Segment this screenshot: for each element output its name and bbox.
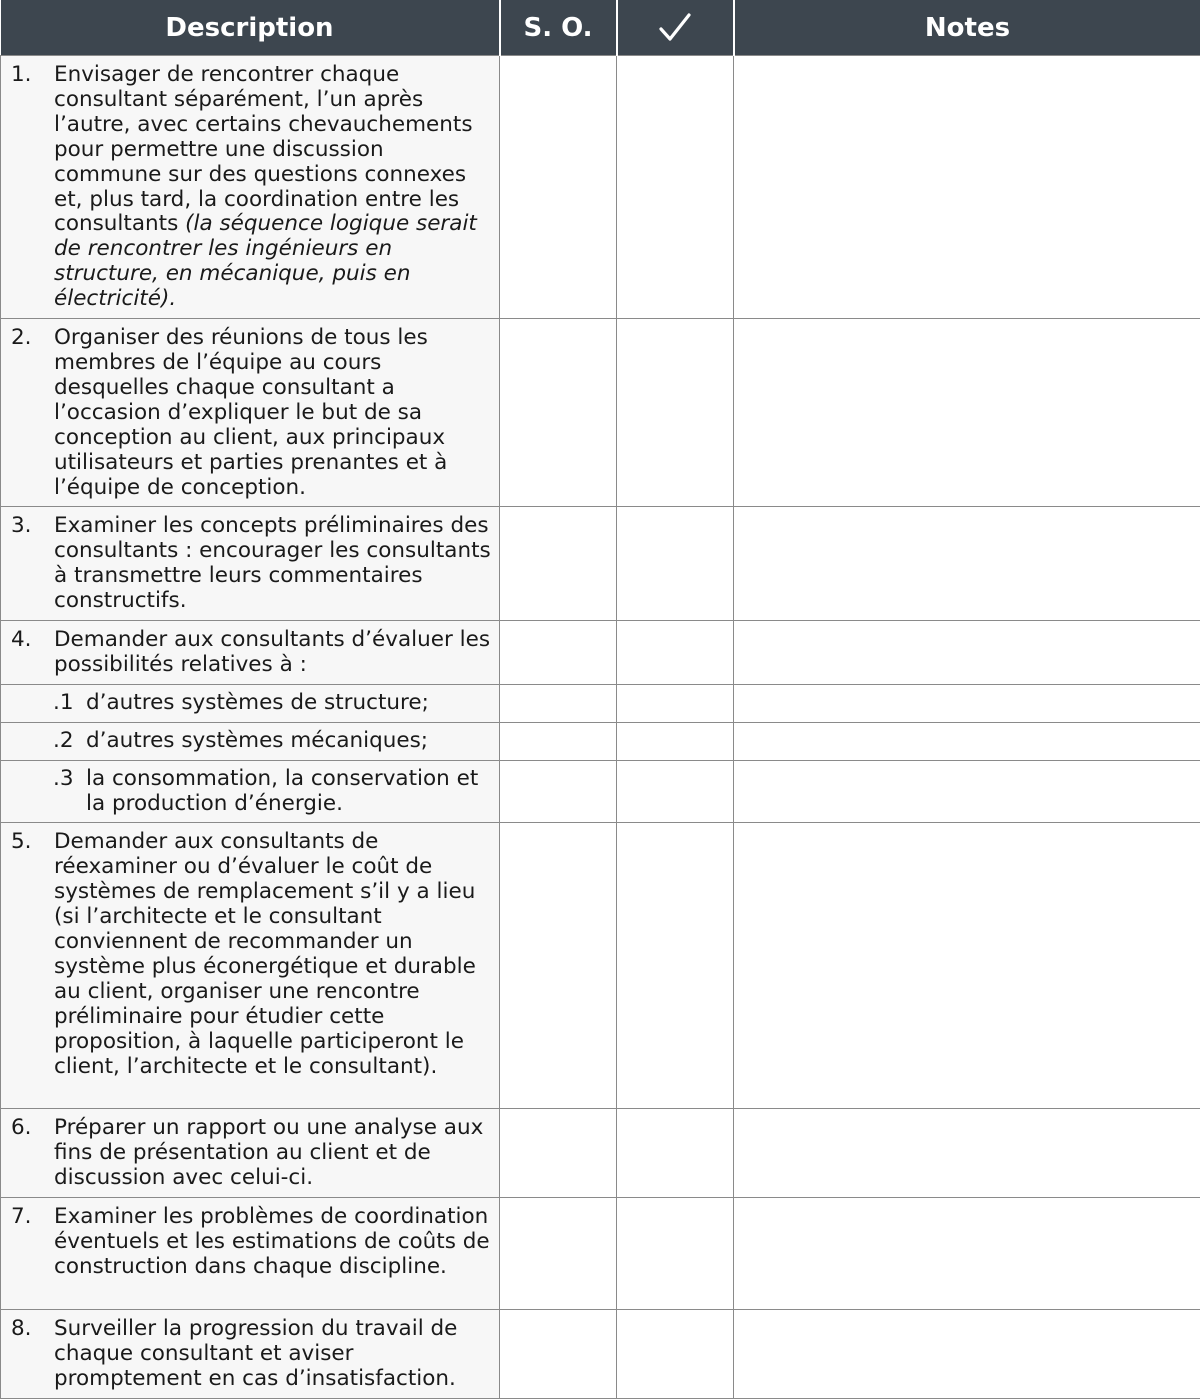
notes-cell[interactable] [734, 760, 1200, 823]
description-cell [1, 621, 500, 685]
check-cell[interactable] [617, 507, 734, 621]
item-number: 5. [11, 830, 54, 1079]
check-cell[interactable] [617, 722, 734, 760]
header-notes: Notes [734, 0, 1200, 56]
check-cell[interactable] [617, 1198, 734, 1310]
item-number: 6. [11, 1116, 54, 1191]
check-cell[interactable] [617, 319, 734, 507]
table-row [1, 823, 1200, 1109]
table-row-sub [1, 722, 1200, 760]
item-text: Demander aux consultants de réexaminer ou d’évaluer le coût de systèmes de remplacement s’il y a lieu (si l’architecte et le consultant conviennent de recommander un système plus éconergétique et durable au client, organiser une rencontre préliminaire pour étudier cette proposition, à laquelle participeront le client, l’architecte et le consultant). [54, 830, 493, 1079]
check-cell[interactable] [617, 684, 734, 722]
item-text: Examiner les problèmes de coordination éventuels et les estimations de coûts de construction dans chaque discipline. [54, 1205, 493, 1280]
table-row [1, 1310, 1200, 1399]
check-cell[interactable] [617, 56, 734, 319]
description-cell [1, 507, 500, 621]
notes-cell[interactable] [734, 722, 1200, 760]
check-cell[interactable] [617, 1109, 734, 1198]
notes-cell[interactable] [734, 319, 1200, 507]
header-so: S. O. [500, 0, 617, 56]
header-check [617, 0, 734, 56]
so-cell[interactable] [500, 760, 617, 823]
table-row-sub [1, 760, 1200, 823]
notes-cell[interactable] [734, 1198, 1200, 1310]
so-cell[interactable] [500, 823, 617, 1109]
sub-item-text: d’autres systèmes mécaniques; [86, 729, 493, 754]
sub-item-text: d’autres systèmes de structure; [86, 691, 493, 716]
item-text: Surveiller la progression du travail de chaque consultant et aviser promptement en cas d’insatisfaction. [54, 1317, 493, 1392]
notes-cell[interactable] [734, 621, 1200, 685]
table-row [1, 56, 1200, 319]
sub-item-number: .1 [53, 691, 86, 716]
notes-cell[interactable] [734, 56, 1200, 319]
item-text: Examiner les concepts préliminaires des consultants : encourager les consultants à transmettre leurs commentaires constructifs. [54, 514, 493, 614]
item-text: Demander aux consultants d’évaluer les possibilités relatives à : [54, 628, 493, 678]
so-cell[interactable] [500, 1198, 617, 1310]
check-cell[interactable] [617, 823, 734, 1109]
item-text: Envisager de rencontrer chaque consultant séparément, l’un après l’autre, avec certains chevauchements pour permettre une discussion commune sur des questions connexes et, plus tard, la coordination entre les consultants [54, 62, 473, 236]
sub-item-number: .2 [53, 729, 86, 754]
item-text: Organiser des réunions de tous les membres de l’équipe au cours desquelles chaque consultant a l’occasion d’expliquer le but de sa conception au client, aux principaux utilisateurs et parties prenantes et à l’équipe de conception. [54, 326, 493, 500]
so-cell[interactable] [500, 56, 617, 319]
table-row [1, 1198, 1200, 1310]
description-cell [1, 722, 500, 760]
so-cell[interactable] [500, 1310, 617, 1399]
description-cell [1, 56, 500, 319]
check-cell[interactable] [617, 621, 734, 685]
description-cell [1, 760, 500, 823]
item-note-italic: (la séquence logique serait de rencontrer les ingénieurs en structure, en mécanique, puis en électricité). [54, 211, 477, 311]
table-row [1, 621, 1200, 685]
description-cell [1, 1310, 500, 1399]
description-cell [1, 1109, 500, 1198]
notes-cell[interactable] [734, 507, 1200, 621]
item-number: 1. [11, 63, 54, 312]
description-cell [1, 684, 500, 722]
check-cell[interactable] [617, 760, 734, 823]
header-row [1, 0, 1200, 56]
table-row [1, 507, 1200, 621]
notes-cell[interactable] [734, 823, 1200, 1109]
check-cell[interactable] [617, 1310, 734, 1399]
table-row [1, 1109, 1200, 1198]
so-cell[interactable] [500, 621, 617, 685]
table-row-sub [1, 684, 1200, 722]
item-text: Préparer un rapport ou une analyse aux fins de présentation au client et de discussion avec celui-ci. [54, 1116, 493, 1191]
so-cell[interactable] [500, 319, 617, 507]
item-number: 7. [11, 1205, 54, 1280]
item-number: 8. [11, 1317, 54, 1392]
checkmark-icon [658, 12, 692, 42]
description-cell [1, 319, 500, 507]
notes-cell[interactable] [734, 1310, 1200, 1399]
description-cell [1, 1198, 500, 1310]
item-number: 3. [11, 514, 54, 614]
notes-cell[interactable] [734, 1109, 1200, 1198]
header-description: Description [1, 0, 500, 56]
notes-cell[interactable] [734, 684, 1200, 722]
item-number: 2. [11, 326, 54, 500]
so-cell[interactable] [500, 722, 617, 760]
so-cell[interactable] [500, 1109, 617, 1198]
description-cell [1, 823, 500, 1109]
table-row [1, 319, 1200, 507]
sub-item-number: .3 [53, 767, 86, 817]
item-number: 4. [11, 628, 54, 678]
so-cell[interactable] [500, 507, 617, 621]
so-cell[interactable] [500, 684, 617, 722]
sub-item-text: la consommation, la conservation et la production d’énergie. [86, 767, 493, 817]
